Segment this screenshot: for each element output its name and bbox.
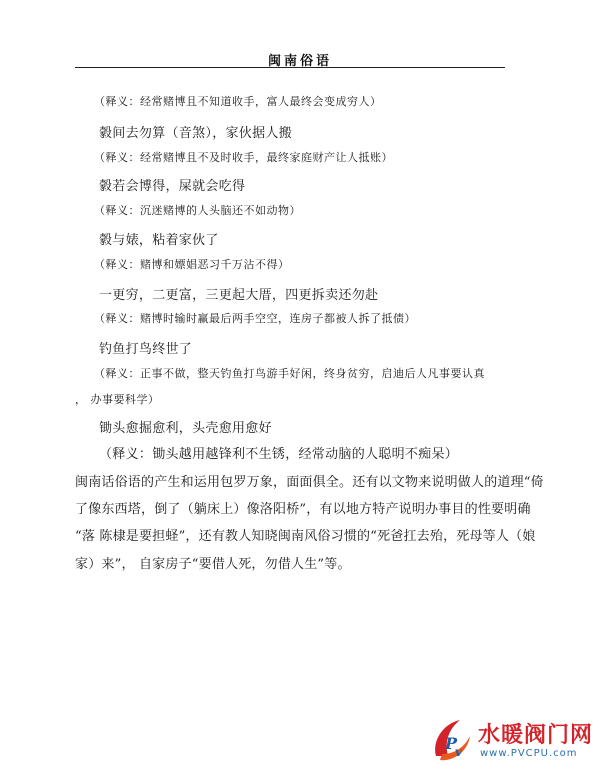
note-line: （释义：正事不做，整天钓鱼打鸟游手好闲，终身贫穷，启迪后人凡事要认真 [94, 367, 485, 380]
paragraph-line: “落 陈棣是要担蛏”，还有教人知晓闽南风俗习惯的“死爸扛去殆，死母等人（娘 [75, 529, 536, 544]
saying-line: 一更穷，二更富，三更起大厝，四更拆卖还勿赴 [99, 288, 379, 303]
page-title: 闽南俗语 [267, 54, 332, 69]
watermark-brand: 水暖阀门网 [478, 723, 594, 748]
saying-line: 豰若会博得，屎就会吃得 [99, 179, 246, 194]
saying-line: 锄头愈掘愈利，头壳愈用愈好 [99, 421, 272, 436]
site-watermark [430, 716, 600, 771]
note-line-continued: ， 办事要科学） [75, 393, 160, 406]
svg-text:P: P [445, 734, 458, 753]
pv-logo-icon [430, 716, 474, 766]
saying-line: 钓鱼打鸟终世了 [99, 342, 193, 357]
header-divider [75, 67, 505, 68]
saying-line: 豰与婊，粘着家伙了 [99, 233, 219, 248]
saying-line: （释义：锄头越用越锋利不生锈，经常动脑的人聪明不痴呆） [99, 447, 459, 462]
note-line: （释义：赌博和嫖娼恶习千万沾不得） [94, 258, 290, 271]
note-line: （释义：经常赌博且不及时收手，最终家庭财产让人抵账） [94, 151, 393, 164]
watermark-url: www.PVCPU.com [480, 748, 578, 759]
paragraph-line: 了像东西塔，倒了（躺床上）像洛阳桥”，有以地方特产说明办事目的性要明确 [75, 502, 531, 517]
note-line: （释义：经常赌博且不知道收手，富人最终会变成穷人） [94, 95, 382, 108]
svg-text:v: v [455, 745, 462, 759]
note-line: （释义：赌博时输时赢最后两手空空，连房子都被人拆了抵债） [94, 312, 416, 325]
note-line: （释义：沉迷赌博的人头脑还不如动物） [94, 204, 301, 217]
paragraph-line: 家）来”， 自家房子“要借人死，勿借人生”等。 [75, 557, 351, 572]
saying-line: 豰间去勿算（音煞），家伙据人搬 [99, 126, 293, 141]
paragraph-line: 闽南话俗语的产生和运用包罗万象，面面俱全。还有以文物来说明做人的道理“倚 [75, 475, 544, 490]
